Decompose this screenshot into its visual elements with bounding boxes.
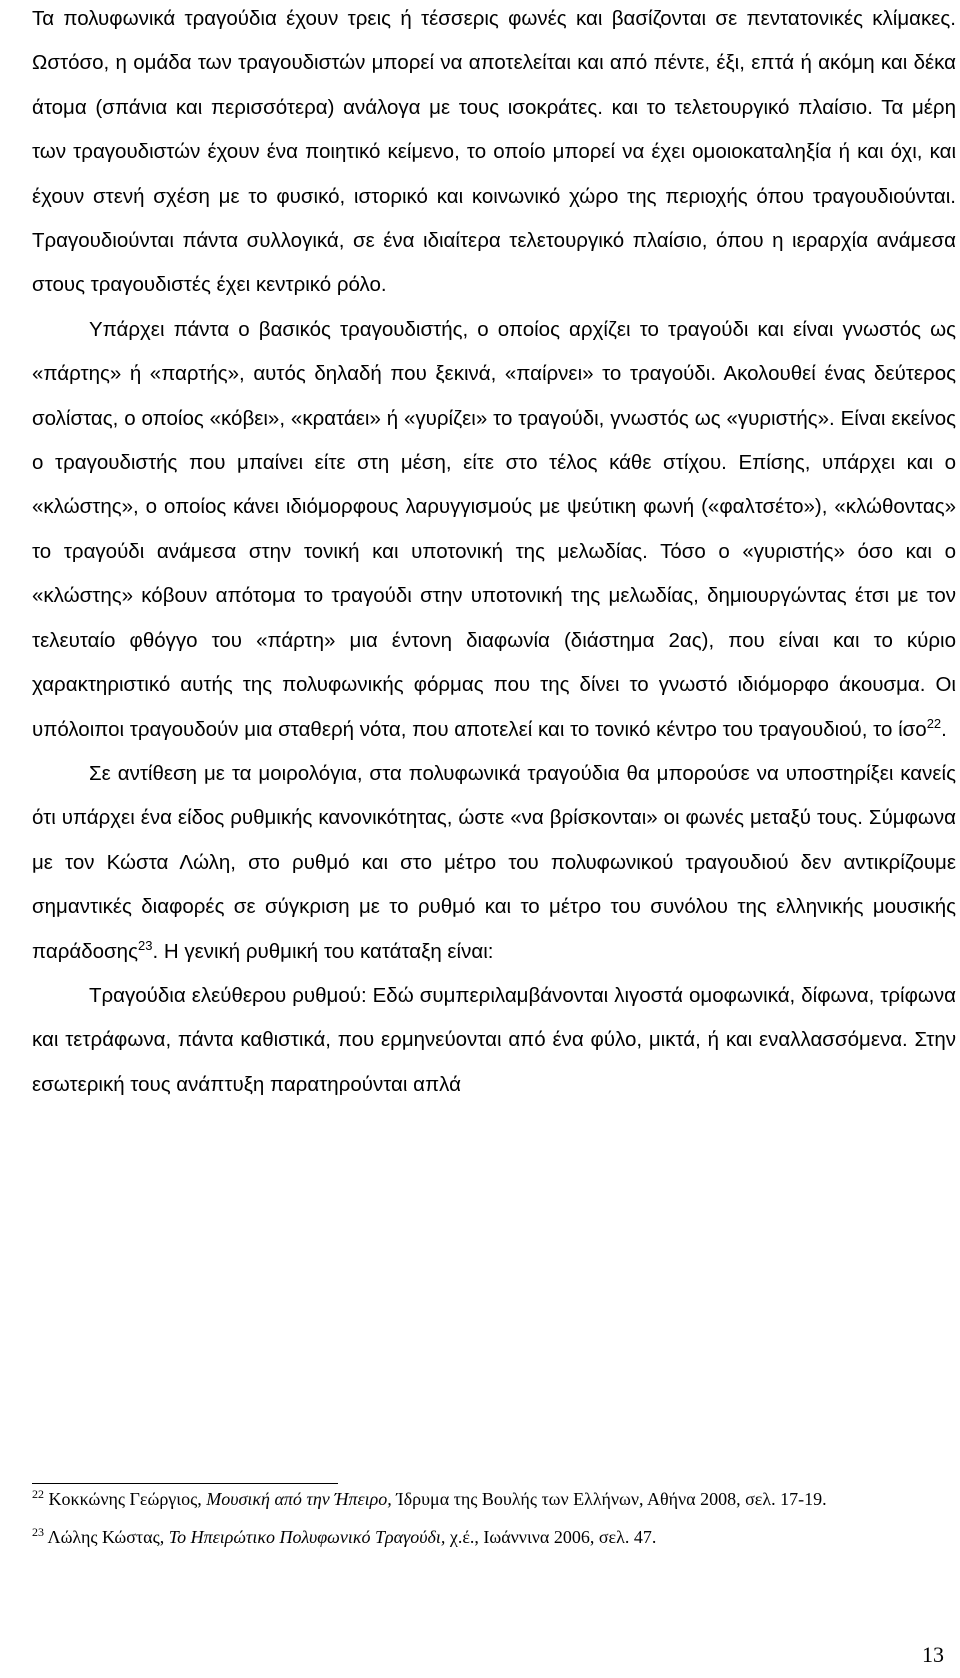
footnote-title: Το Ηπειρώτικο Πολυφωνικό Τραγούδι, bbox=[168, 1527, 446, 1547]
footnote-22 bbox=[32, 1484, 956, 1515]
paragraph-text: Τα πολυφωνικά τραγούδια έχουν τρεις ή τέσσερις φωνές και βασίζονται σε πεντατονικές κλίμακες. Ωστόσο, η ομάδα των τραγουδιστών μπορεί να αποτελείται και από πέντε, έξι, επτά ή ακόμη και δέκα άτομα (σπάνια και περισσότερα) ανάλογα με τους ισοκράτες. και το τελετουργικό πλαίσιο. Τα μέρη των τραγουδιστών έχουν ένα ποιητικό κείμενο, το οποίο μπορεί να έχει ομοιοκαταληξία ή και όχι, και έχουν στενή σχέση με το φυσικό, ιστορικό και κοινωνικό χώρο της περιοχής όπου τραγουδιούνται. Τραγουδιούνται πάντα συλλογικά, σε ένα ιδιαίτερα τελετουργικό πλαίσιο, όπου η ιεραρχία ανάμεσα στους τραγουδιστές έχει κεντρικό ρόλο. bbox=[32, 7, 956, 297]
footnote-number: 23 bbox=[32, 1525, 44, 1539]
paragraph-1 bbox=[32, 0, 956, 308]
paragraph-text: . bbox=[941, 717, 947, 741]
footnote-title: Μουσική από την Ήπειρο, bbox=[206, 1489, 392, 1509]
footnote-rest: Ίδρυμα της Βουλής των Ελλήνων, Αθήνα 2008, σελ. 17-19. bbox=[391, 1489, 827, 1509]
paragraph-3 bbox=[32, 752, 956, 974]
footnote-ref-23[interactable]: 23 bbox=[137, 937, 153, 953]
body-text bbox=[32, 0, 956, 1107]
paragraph-text: Σε αντίθεση με τα μοιρολόγια, στα πολυφωνικά τραγούδια θα μπορούσε να υποστηρίξει κανείς ότι υπάρχει ένα είδος ρυθμικής κανονικότητας, ώστε «να βρίσκονται» οι φωνές μεταξύ τους. Σύμφωνα με τον Κώστα Λώλη, στο ρυθμό και στο μέτρο του πολυφωνικού τραγουδιού δεν αντικρίζουμε σημαντικές διαφορές σε σύγκριση με το ρυθμό και το μέτρο του συνόλου της ελληνικής μουσικής παράδοσης bbox=[32, 761, 956, 963]
paragraph-text: . Η γενική ρυθμική του κατάταξη είναι: bbox=[152, 939, 494, 963]
paragraph-2 bbox=[32, 308, 956, 752]
footnote-author: Κοκκώνης Γεώργιος, bbox=[48, 1489, 207, 1509]
paragraph-text: Υπάρχει πάντα ο βασικός τραγουδιστής, ο οποίος αρχίζει το τραγούδι και είναι γνωστός ως «πάρτης» ή «παρτής», αυτός δηλαδή που ξεκινά, «παίρνει» το τραγούδι. Ακολουθεί ένας δεύτερος σολίστας, ο οποίος «κόβει», «κρατάει» ή «γυρίζει» το τραγούδι, γνωστός ως «γυριστής». Είναι εκείνος ο τραγουδιστής που μπαίνει είτε στη μέση, είτε στο τέλος κάθε στίχου. Επίσης, υπάρχει και ο «κλώστης», ο οποίος κάνει ιδιόμορφους λαρυγγισμούς με ψεύτικη φωνή («φαλτσέτο»), «κλώθοντας» το τραγούδι ανάμεσα στην τονική και υποτονική της μελωδίας. Τόσο ο «γυριστής» όσο και ο «κλώστης» κόβουν απότομα το τραγούδι στην υποτονική της μελωδίας, δημιουργώντας έτσι με τον τελευταίο φθόγγο του «πάρτη» μια έντονη διαφωνία (διάστημα 2ας), που είναι και το κύριο χαρακτηριστικό αυτής της πολυφωνικής φόρμας που της δίνει το γνωστό ιδιόμορφο άκουσμα. Οι υπόλοιποι τραγουδούν μια σταθερή νότα, που αποτελεί και το τονικό κέντρο του τραγουδιού, το ίσο bbox=[32, 317, 956, 741]
footnote-number: 22 bbox=[32, 1487, 44, 1501]
paragraph-text: Τραγούδια ελεύθερου ρυθμού: Εδώ συμπεριλαμβάνονται λιγοστά ομοφωνικά, δίφωνα, τρίφωνα και τετράφωνα, πάντα καθιστικά, που ερμηνεύονται από ένα φύλο, μικτά, ή και εναλλασσόμενα. Στην εσωτερική τους ανάπτυξη παρατηρούνται απλά bbox=[32, 983, 956, 1096]
paragraph-4 bbox=[32, 974, 956, 1107]
footnotes bbox=[32, 1484, 956, 1553]
page-number: 13 bbox=[922, 1642, 944, 1667]
footnote-author: Λώλης Κώστας, bbox=[47, 1527, 169, 1547]
footnote-rest: χ.έ., Ιωάννινα 2006, σελ. 47. bbox=[445, 1527, 657, 1547]
footnote-23 bbox=[32, 1522, 956, 1553]
footnote-ref-22[interactable]: 22 bbox=[926, 715, 942, 731]
